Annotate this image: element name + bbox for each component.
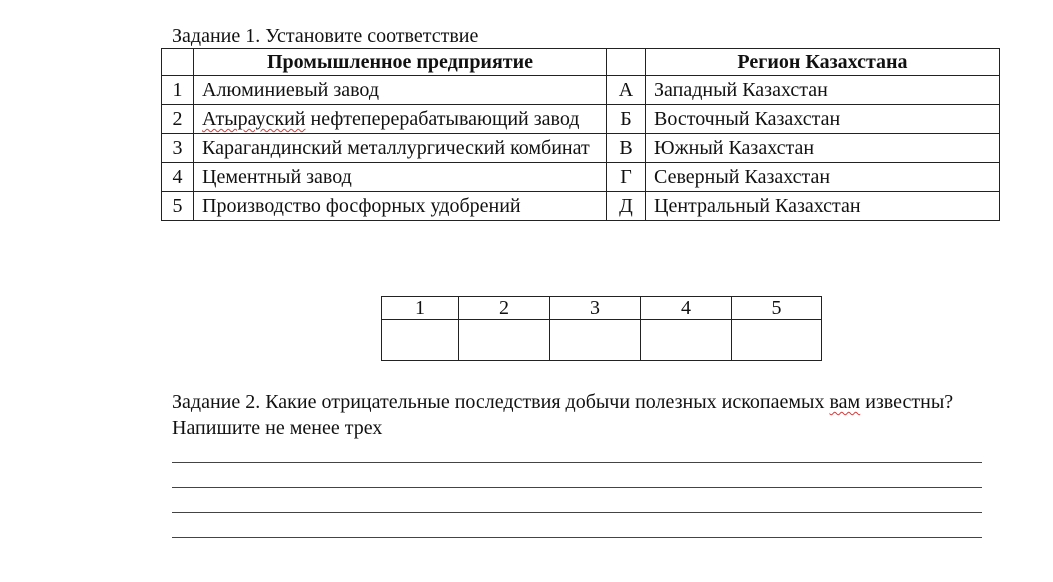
row-number: 2 bbox=[162, 105, 194, 134]
row-number: 5 bbox=[162, 192, 194, 221]
enterprise-cell bbox=[194, 76, 607, 105]
spellcheck-word: Атырауский bbox=[202, 108, 306, 130]
enterprise-text: нефтеперерабатывающий завод bbox=[305, 108, 580, 130]
region-cell: Северный Казахстан bbox=[646, 163, 1000, 192]
spellcheck-word: вам bbox=[829, 391, 861, 413]
region-cell: Восточный Казахстан bbox=[646, 105, 1000, 134]
region-letter: В bbox=[607, 134, 646, 163]
table-row bbox=[162, 76, 1000, 105]
answer-cell[interactable] bbox=[641, 320, 732, 361]
table-header-row bbox=[162, 49, 1000, 76]
row-number: 3 bbox=[162, 134, 194, 163]
enterprise-cell bbox=[194, 134, 607, 163]
answer-cell[interactable] bbox=[732, 320, 822, 361]
answer-cell[interactable] bbox=[382, 320, 459, 361]
region-letter: А bbox=[607, 76, 646, 105]
answer-line[interactable] bbox=[172, 512, 982, 513]
enterprise-cell bbox=[194, 192, 607, 221]
answer-line[interactable] bbox=[172, 462, 982, 463]
region-cell: Западный Казахстан bbox=[646, 76, 1000, 105]
region-letter: Б bbox=[607, 105, 646, 134]
enterprise-text: Алюминиевый завод bbox=[202, 79, 380, 101]
answer-cell[interactable] bbox=[459, 320, 550, 361]
region-letter: Г bbox=[607, 163, 646, 192]
task2-text: Задание 2. Какие отрицательные последствия добычи полезных ископаемых bbox=[172, 391, 830, 413]
header-enterprise: Промышленное предприятие bbox=[194, 49, 607, 76]
enterprise-text: Карагандинский металлургический комбинат bbox=[202, 137, 590, 159]
enterprise-text: Производство фосфорных удобрений bbox=[202, 195, 521, 217]
row-number: 4 bbox=[162, 163, 194, 192]
answer-number: 4 bbox=[641, 297, 732, 320]
task2-question bbox=[172, 389, 972, 441]
answer-number: 3 bbox=[550, 297, 641, 320]
answer-line[interactable] bbox=[172, 487, 982, 488]
row-number: 1 bbox=[162, 76, 194, 105]
enterprise-cell bbox=[194, 163, 607, 192]
answer-cell[interactable] bbox=[550, 320, 641, 361]
answer-number: 5 bbox=[732, 297, 822, 320]
region-letter: Д bbox=[607, 192, 646, 221]
table-row bbox=[162, 192, 1000, 221]
task2-text: известны? Напишите не менее трех bbox=[172, 391, 954, 439]
region-cell: Южный Казахстан bbox=[646, 134, 1000, 163]
region-cell: Центральный Казахстан bbox=[646, 192, 1000, 221]
table-row bbox=[162, 163, 1000, 192]
answer-grid bbox=[381, 296, 822, 361]
matching-table bbox=[161, 48, 1000, 221]
enterprise-text: Цементный завод bbox=[202, 166, 352, 188]
table-row bbox=[162, 105, 1000, 134]
task1-title: Задание 1. Установите соответствие bbox=[172, 25, 479, 47]
header-letter bbox=[607, 49, 646, 76]
header-num bbox=[162, 49, 194, 76]
header-region: Регион Казахстана bbox=[646, 49, 1000, 76]
answer-grid-blanks bbox=[382, 320, 822, 361]
answer-grid-header bbox=[382, 297, 822, 320]
answer-number: 2 bbox=[459, 297, 550, 320]
table-row bbox=[162, 134, 1000, 163]
answer-line[interactable] bbox=[172, 537, 982, 538]
enterprise-cell bbox=[194, 105, 607, 134]
answer-number: 1 bbox=[382, 297, 459, 320]
